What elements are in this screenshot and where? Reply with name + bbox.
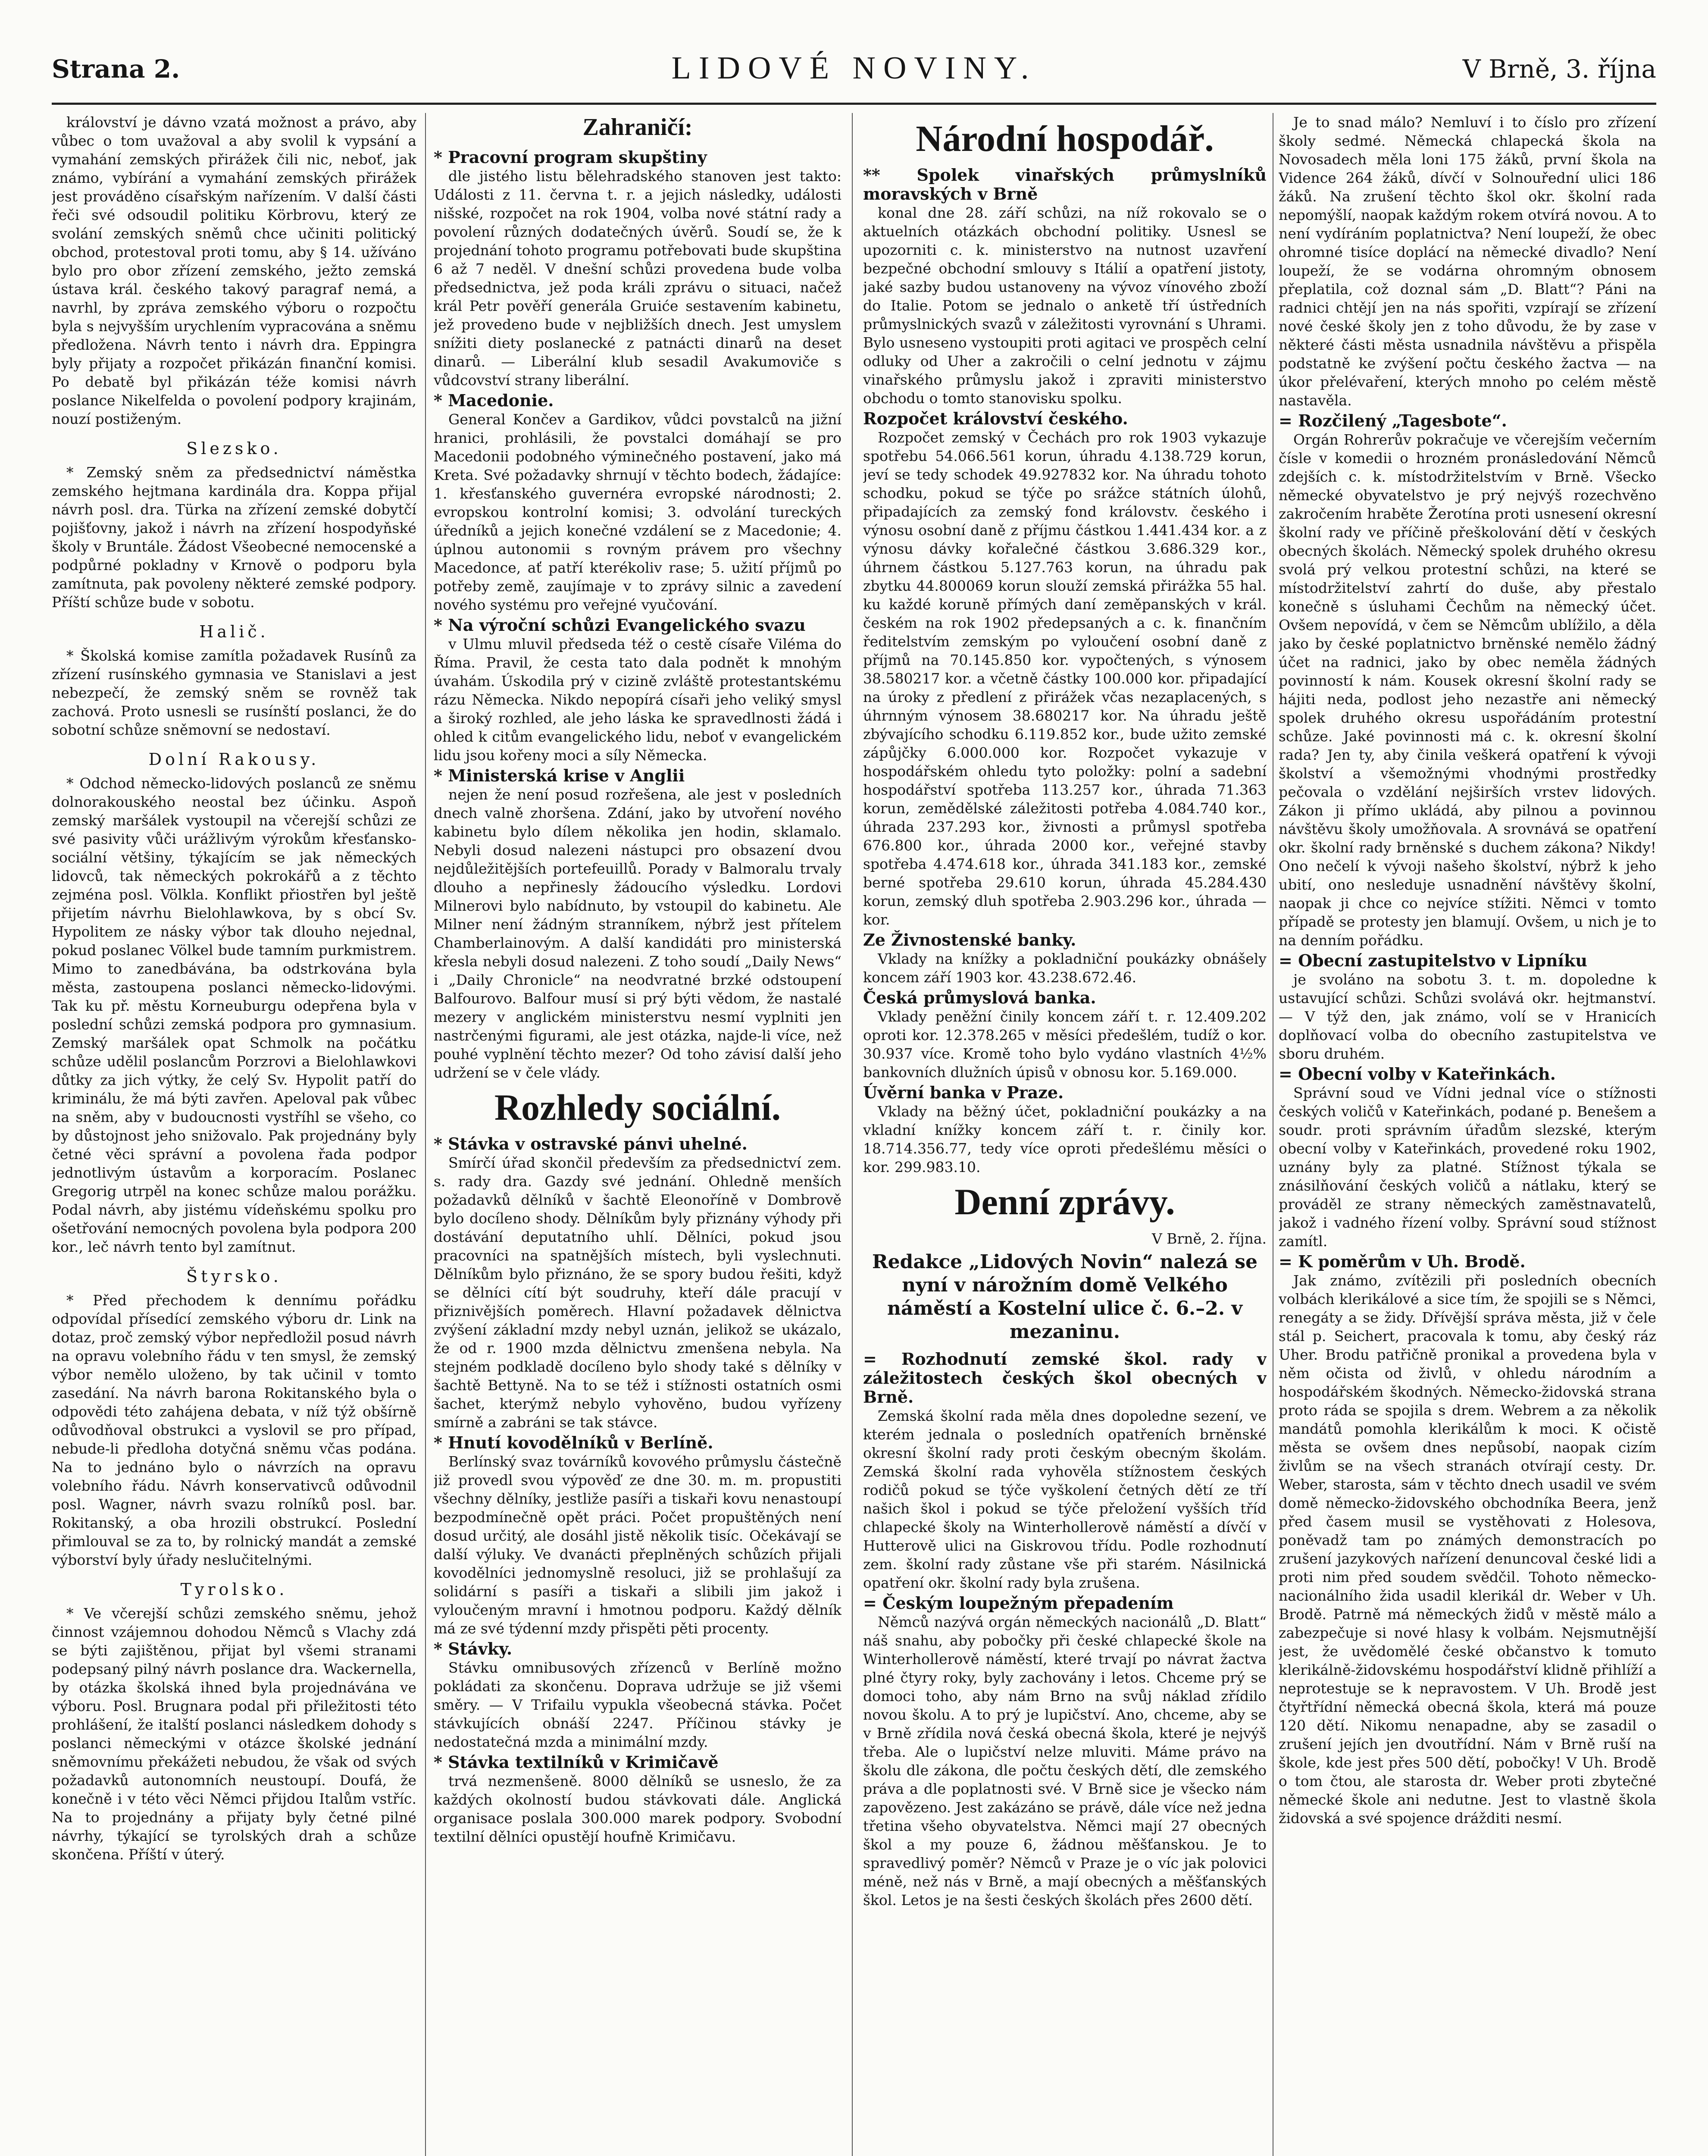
article-headline: Rozpočet království českého. (863, 409, 1128, 429)
article-text: trvá nezmenšeně. 8000 dělníků se usneslo, že za každých okolností budou stávkovati dále. Anglická organisace poslala 300.000 marek podpory. Svobodní textilní dělníci opustějí houfně Krimičavu. (434, 1773, 841, 1846)
article-text: Smírčí úřad skončil především za předsednictví zem. s. rady dra. Gazdy své jednání. Ohledně menších požadavků dělníků v šachtě Eleonoříně v Dombrově bylo docíleno shody. Dělníkům byly přiznány výhody při dostávání deputatního uhlí. Dělníci, pokud jsou pracovníci na spatnějších místech, byli vyslechnuti. Dělníkům bylo přiznáno, že se spory budou řešiti, když se dělníci cítí být soudruhy, kteří dále pracují v přiznivějších poměrech. Hlavní požadavek dělnictva zvýšení základní mzdy nebyl uznán, jelikož se ukázalo, že od r. 1900 mzda dělnictvu zmenšena nebyla. Na stejném podkladě docíleno bylo shody také s dělníky v šachtě Bettyně. Na to se též i stížnosti ostatních osmi šachet, kterýmž nebylo vyhověno, budou vyřízeny smírně a zabráni se tak stávce. (434, 1154, 841, 1431)
article-headline: = K poměrům v Uh. Brodě. (1279, 1252, 1526, 1271)
article-text: General Končev a Gardikov, vůdci povstalců na jižní hranici, prohlásili, že povstalci domáhají se pro Macedonii podobného výminečného postavení, jako má Kreta. Své požadavky shrnují v těchto bodech, žádajíce: 1. křesťanského guvernéra evropské národnosti; 2. evropskou kontrolní komisi; 3. odvolání tureckých úředníků a jejich konečné vzdálení se z Macedonie; 4. úplnou autonomii s rovným právem pro všechny Macedonce, ať patří kterékoliv rase; 5. užití příjmů po potřeby země, zaujímaje v to zprávy silnic a zavedení nového systému pro veřejné vyučování. (434, 411, 841, 613)
section-title: Štyrsko. (186, 1267, 282, 1286)
page-number: Strana 2. (52, 54, 180, 84)
section-title: Slezsko. (186, 439, 282, 458)
article-text: * Odchod německo-lidových poslanců ze sněmu dolnorakouského neostal bez účinku. Aspoň zemský maršálek vystoupil na včerejší schůzi ze své pasivity vůči urážlivým výrokům křesťansko-sociální většiny, týkajícím se jak německých lidovců, tak německých pokrokářů a z těchto zejména posl. Völkla. Konflikt přiostřen byl ještě přijetím návrhu Bielohlawkova, by s obcí Sv. Hypolitem ze násky výbor tak dlouho nejednal, pokud poslanec Völkel bude tamním purkmistrem. Mimo to zanedbávána, ba odstrkována byla města, zastoupena poslanci německo-lidovými. Tak ku př. městu Korneuburgu odepřena byla v poslední schůzi zemská podpora pro gymnasium. Zemský maršálek opat Schmolk na počátku schůze udělil poslancům Porzrovi a Bielohlawkovi důtky za jich výtky, že celý Sv. Hypolit patří do kriminálu, že má býti zavřen. Apeloval pak vůbec na sněm, aby v budoucnosti vystříhl se všeho, co by důstojnost jeho snižovalo. Pak projednány byly četné věci správní a povolena řada podpor jednotlivým ústavům a korporacím. Poslanec Gregorig utrpěl na konec schůze malou porážku. Podal návrh, aby jistému vídeňskému spolku pro ošetřování nemocných povolena byla podpora 200 kor., leč návrh tento byl zamítnut. (52, 775, 416, 1255)
article-headline: * Ministerská krise v Anglii (434, 765, 685, 785)
article-text: Jak známo, zvítězili při posledních obecních volbách klerikálové a sice tím, že spojili se s Němci, renegáty a se židy. Dřívější správa města, již v čele stál p. Seichert, pracovala k tomu, aby český ráz Uher. Brodu patřičně pronikal a provedena byla v něm očista od živlů, v ohledu národním a hospodářském škodných. Německo-židovská strana proto ráda se spojila s drem. Webrem a za několik mandátů pomohla klerikálům k moci. K očistě města se ovšem dnes nepůsobí, naopak cizím živlům se na všech stranách otvírají cesty. Dr. Weber, starosta, sám v těchto dnech usadil ve svém domě německo-židovského obchodníka Beera, jenž před časem musil se vystěhovati z Holesova, poněvadž tam po známých demonstracích po zrušení jazykových nařízení denuncoval české lidi a proti nim před soudem svědčil. Tohoto německo-nacionálního žida usadil klerikál dr. Weber v Uh. Brodě. Patrně má německých židů v městě málo a zabezpečuje si nové hlasy k volbám. Nejsmutnější jest, že uvědomělé české občanstvo k tomuto klerikálně-židovskému hospodářství klidně přihlíží a neprotestuje se k nepravostem. V Uh. Brodě jest čtyřtřídní německá obecná škola, která má pouze 120 dětí. Nikomu nenapadne, aby se zasadil o zrušení jejích jen dvoutřídní. Nám v Brně ruší na škole, kde jest přes 500 dětí, pobočky! V Uh. Brodě o tom čtou, ale starosta dr. Weber proti zbytečné německé škole ani nedutne. Jest to vlastně škola židovská a své spojence drážditi nesmí. (1279, 1272, 1656, 1827)
section-title: Halič. (199, 622, 269, 641)
article-text: * Ve včerejší schůzi zemského sněmu, jehož činnost vzájemnou dohodou Němců s Vlachy zdá se býti zajištěnou, přijat byl všemi stranami podepsaný pilný návrh poslance dra. Wackernella, by otázka školská ihned byla projednávána ve výboru. Posl. Brugnara podal při přiležitosti této prohlášení, že italští poslanci následkem dohody s poslanci německými v otázce školské jednání sněmovnímu překážeti nebudou, že však od svých požadavků autonomních neustoupí. Doufá, že konečně i v této věci Němci přijdou Italům vstříc. Na to projednány a přijaty byly četné pilné návrhy, týkající se tyrolských drah a schůze skončena. Příští v úterý. (52, 1605, 416, 1863)
section-heading: Denní zprávy. (954, 1181, 1175, 1223)
article-text: Vklady peněžní činily koncem září t. r. 12.409.202 oproti kor. 12.378.265 v měsíci předešlém, tudíž o kor. 30.937 více. Kromě toho bylo vydáno vlastních 4½% bankovních dlužních úpisů v obnosu kor. 5.169.000. (863, 1008, 1267, 1081)
article-text: Správní soud ve Vídni jednal více o stížnosti českých voličů v Kateřinkách, podané p. Benešem a soudr. proti správním úřadům slezské, kterým obecní volby v Kateřinkách, provedené roku 1902, uznány byly za platné. Stížnost týkala se znásilňování českých voličů a nátlaku, který se prováděl ze strany německých zaměstnavatelů, jakož i vadného řízení volby. Správní soud stížnost zamítl. (1279, 1084, 1656, 1250)
article-text: Vklady na běžný účet, pokladniční poukázky a na vkladní knížky koncem září t. r. činily kor. 18.714.356.77, tedy více oproti předešlému měsíci o kor. 299.983.10. (863, 1103, 1267, 1176)
article-text: království je dávno vzatá možnost a právo, aby vůbec o tom uvažoval a aby svolil k vypsání a vymahání zemských přirážek čili nic, neboť, jak známo, vybírání a vymahání zemských přirážek jest prováděno císařským nařízením. V další části řeči své odsoudil politiku Körbrovu, který ze svolání zemských sněmů chce učiniti politický obchod, protestoval proti tomu, aby § 14. užíváno bylo pro obor zřízení zemského, ježto zemská ústava král. českého takový paragraf nemá, a navrhl, by zpráva zemského výboru o rozpočtu byla s nejvyšším urychlením vypracována a sněmu předložena. Návrh tento i návrh dra. Eppingra byly přijaty a rozpočet přikázán finanční komisi. Po debatě byl přikázán téže komisi návrh poslance Nikelfelda o povolení podpory krajinám, nouzí postiženým. (52, 114, 416, 427)
column-2 (434, 113, 841, 2156)
article-headline: * Stávky. (434, 1639, 513, 1659)
article-text: Zemská školní rada měla dnes dopoledne sezení, ve kterém jednala o posledních opatřeních brněnské okresní školní rady proti českým obecným školám. Zemská školní rada vyhověla stížnostem českých rodičů pokud se týče vyškolení četných dětí ze tří našich škol i pokud se týče přeložení vyšších tříd chlapecké školy na Winterhollerově náměstí a dívčí v Hutterově ulici na Giskrovou třídu. Podle rozhodnutí zem. školní rady zůstane vše při starém. Násilnická opatření okr. školní rady byla zrušena. (863, 1407, 1267, 1591)
article-headline: Úvěrní banka v Praze. (863, 1083, 1064, 1103)
column-divider (425, 113, 426, 2156)
article-text: Orgán Rohrerův pokračuje ve včerejším večerním čísle v komedii o hrozném pronásledování Němců zdejších c. k. místodržitelstvím v Brně. Všecko německé obyvatelstvo je prý nejvýš rozechvěno zakročením hraběte Žerotína proti usnesení okresní školní rady ve příčině přeškolování dětí v českých obecných školách. Německý spolek druhého okresu svolá prý velkou protestní schůzi, na které se místodržitelství zahrtí do duše, aby přestalo konečně s úsluhami Čechům na německý účet. Ovšem nepovídá, v čem se Němcům ublížilo, a děla jako by české poplatnictvo brněnské nemělo žádný účet na radnici, jako by obec neměla žádných povinností k nám. Kousek okresní školní rady se hájiti neda, podlost jeho nezastře ani německý spolek druhého okresu uspořádáním protestní schůze. Jaké povinnosti má c. k. okresní školní rada? Jen ty, aby činila veškerá opatření k vývoji školství a všemožnými vhodnými prostředky pečovala o vzdělání nejširších vrstev lidových. Zákon ji přímo ukládá, aby pilnou a povinnou návštěvu školy umožňovala. A srovnává se opatření okr. školní rady brněnské s duchem zákona? Nikdy! Ono nečelí k vývoji našeho školství, nýbrž k jeho ubití, ono nesleduje usnadnění návštěvy školní, naopak ji chce co nejvíce stížiti. Němci v tomto případě se protesty jen blamují. Ovšem, u nich je to na denním pořádku. (1279, 431, 1656, 949)
article-text: Berlínský svaz továrníků kovového průmyslu částečně již provedl svou výpověď ze dne 30. m. m. propustiti všechny dělníky, jestliže pasíři a tiskaři kovu nenastoupí bezpodmínečně opět práci. Počet propuštěných není dosud určitý, ale dosáhl jistě několik tisíc. Očekávají se další výluky. Ve dvanácti přeplněných schůzích přijali kovodělníci jednomyslně resoluci, již se prohlašují za solidární s pasíři a tiskaři a slibili jim jakož i vyloučeným mravní i hmotnou podporu. Každý dělník má ze své týdenní mzdy přispěti pěti procenty. (434, 1453, 841, 1637)
article-headline: * Macedonie. (434, 390, 554, 410)
article-headline: ** Spolek vinařských průmyslníků moravských v Brně (863, 165, 1267, 204)
article-text: Je to snad málo? Nemluví i to číslo pro zřízení školy sedmé. Německá chlapecká škola na Novosadech měla loni 175 žáků, první škola na Vidence 264 žáků, dívčí v Solnouřední ulici 186 žáků. Na zrušení těchto škol okr. školní rada nepomýšlí, naopak každým rokem otvírá novou. A to není vydíráním poplatnictva? Není loupeží, že obec ohromné tisíce doplácí na německé divadlo? Není loupeží, že se vodárna ohromným obnosem přeplatila, což doznal sám „D. Blatt“? Páni na radnici chtějí jen na nás spořiti, vzpírají se zřízení nové české školy jen z toho důvodu, že by zase v některé části města usnadnila návštěvu a přispěla podstatně ke zvýšení počtu českého žactva — na úkor přelévaření, kterých mnoho po celém městě nastavěla. (1279, 114, 1656, 409)
article-headline: = Českým loupežným přepadením (863, 1593, 1174, 1613)
article-headline: Ze Živnostenské banky. (863, 930, 1076, 950)
column-3 (863, 113, 1267, 2156)
header-rule (52, 103, 1656, 105)
article-headline: = Rozhodnutí zemské škol. rady v záležitostech českých škol obecných v Brně. (863, 1349, 1267, 1407)
article-text: nejen že není posud rozřešena, ale jest v posledních dnech valně zhoršena. Zdání, jako by utvoření nového kabinetu bylo dílem několika jen hodin, sklamalo. Nebyli dosud nalezeni nástupci pro obsazení dvou nejdůležitějších portefeuillů. Porady v Balmoralu trvaly dlouho a nepřinesly žádoucího výsledku. Lordovi Milnerovi bylo nabídnuto, by vstoupil do kabinetu. Ale Milner není žádným stranníkem, nýbrž jest přítelem Chamberlainovým. A další kandidáti pro ministerská křesla nebyli dosud nalezeni. Z toho soudí „Daily News“ i „Daily Chronicle“ na neodvratné brzké odstoupení Balfourovo. Balfour musí si prý býti vědom, že nastalé mezery v anglickém ministerstvu nesmí vyplniti jen nastrčenými figurami, ale jest otázka, najde-li více, než pouhé vyplnění těchto mezer? Od toho závisí další jeho udržení se v čele vlády. (434, 786, 841, 1081)
dateline: V Brně, 2. října. (1151, 1230, 1267, 1247)
article-text: Vklady na knížky a pokladniční poukázky obnášely koncem září 1903 kor. 43.238.672.46. (863, 950, 1267, 986)
section-title: Dolní Rakousy. (148, 750, 320, 769)
article-text: * Zemský sněm za předsednictví náměstka zemského hejtmana kardinála dra. Koppa přijal návrh posl. dra. Türka na zřízení zemské dobytčí pojišťovny, jakož i návrh na zřízení hospodyňské školy v Bruntále. Žádost Všeobecné nemocenské a podpůrné pokladny v Krnově o podporu byla zamítnuta, pak povoleny některé zemské podpory. Příští schůze bude v sobotu. (52, 464, 416, 611)
article-text: v Ulmu mluvil předseda též o cestě císaře Viléma do Říma. Pravil, že cesta tato dala podnět k mnohým úvahám. Úskodila prý v cizině zvláště protestantskému rázu Německa. Nikdo nepopírá císaři jeho veliký smysl a široký rozhled, ale jeho láska ke spravedlnosti žádá i ohled k citům evangelického lidu, neboť v evangelickém lidu jsou kořeny moci a síly Německa. (434, 635, 841, 764)
article-text: Stávku omnibusových zřízenců v Berlíně možno pokládati za skončenu. Doprava udržuje se již všemi směry. — V Trifailu vypukla všeobecná stávka. Počet stávkujících obnáší 2247. Příčinou stávky je nedostatečná mzda a minimální mzdy. (434, 1659, 841, 1751)
column-4 (1279, 113, 1656, 2156)
section-heading: Národní hospodář. (916, 118, 1214, 159)
article-text: dle jistého listu bělehradského stanoven jest takto: Události z 11. června t. r. a jejich následky, události nišské, rozpočet na rok 1904, volba nové státní rady a povolení různých dodatečných úvěrů. Soudí se, že k projednání tohoto programu potřebovati bude skupština 6 až 7 neděl. V dnešní schůzi provedena bude volba předsednictva, jež poda králi zprávu o situaci, načež král Petr pověří generála Gruiće sestavením kabinetu, jež provedeno bude v nejbližších dnech. Jest umyslem snížiti diety poslanecké z patnácti dinarů na deset dinarů. — Liberální klub sesadil Avakumoviče s vůdcovství strany liberální. (434, 167, 841, 389)
section-heading: Zahraničí: (582, 114, 693, 141)
article-text: * Školská komise zamítla požadavek Rusínů za zřízení rusínského gymnasia ve Stanislavi a jest nebezpečí, že zemský sněm se rovněž tak zachová. Proto usnesli se rusínští poslanci, že do sobotní schůze sněmovní se nedostaví. (52, 647, 416, 738)
article-headline: Česká průmyslová banka. (863, 988, 1096, 1008)
column-1 (52, 113, 416, 2156)
article-headline: * Hnutí kovodělníků v Berlíně. (434, 1433, 713, 1453)
article-headline: * Stávka textilníků v Krimičavě (434, 1752, 719, 1772)
article-headline: * Na výroční schůzi Evangelického svazu (434, 615, 806, 635)
article-headline: = Obecní volby v Kateřinkách. (1279, 1064, 1556, 1084)
section-heading: Rozhledy sociální. (494, 1086, 781, 1128)
article-headline: = Rozčilený „Tagesbote“. (1279, 411, 1507, 430)
article-text: * Před přechodem k dennímu pořádku odpovídal přísedící zemského výboru dr. Link na dotaz, proč zemský výbor nepředložil posud návrh na opravu volebního řádu v ten smysl, že zemský výbor nemělo uloženo, by tak učinil v tomto zasedání. Na návrh barona Rokitanského byla o odpovědi této zahájena debata, v níž týž obšírně odůvodňoval obstrukci a vyslovil se pro případ, nebude-li předloha dotyčná sněmu včas podána. Na to jednáno bylo o návrzích na opravu volebního řádu. Návrh konservativců odůvodnil posl. Wagner, návrh svazu rolníků posl. bar. Rokitanský, a oba hrozili obstrukcí. Poslední přimlouval se za to, by rolnický mandát a zemské výborství byly úřady neslučitelnými. (52, 1292, 416, 1568)
article-text: Němců nazývá orgán německých nacionálů „D. Blatt“ náš snahu, aby pobočky při české chlapecké škole na Winterhollerově náměstí, které trvají po návrat žactva plné čtyry roky, byly zachovány i letos. Chceme prý se domoci toho, aby nám Brno na svůj náklad zřídilo novou školu. A to prý je lupičství. Ano, chceme, aby se v Brně zřídila nová česká obecná škola, které je nejvýš třeba. Ale o lupičství nelze mluviti. Máme právo na školu dle zákona, dle počtu českých dětí, dle zemského práva a dle poplatnosti své. V Brně sice je všecko nám zapovězeno. Jest zakázáno se právě, dále více než jedna třetina všeho obyvatelstva. Němci mají 27 obecných škol a my pouze 6, žádnou měšťanskou. Je to spravedlivý poměr? Němců v Praze je o víc jak polovici méně, než nás v Brně, a mají obecných a měšťanských škol. Letos je na šesti českých školách přes 2600 dětí. (863, 1613, 1267, 1908)
article-text: je svoláno na sobotu 3. t. m. dopoledne k ustavující schůzi. Schůzi svolává okr. hejtmanství. — V týž den, jak známo, volí se v Hranicích doplňovací volba do obecního zastupitelstva ve sboru druhém. (1279, 971, 1656, 1062)
article-headline: * Stávka v ostravské pánvi uhelné. (434, 1134, 748, 1154)
column-divider (852, 113, 853, 2156)
article-headline: * Pracovní program skupštiny (434, 147, 707, 167)
page-header (52, 47, 1656, 99)
article-text: konal dne 28. září schůzi, na níž rokovalo se o aktuelních otázkách obchodní politiky. Usnesl se upozorniti c. k. ministerstvo na nutnost uzavření bezpečné obchodní smlouvy s Itálií a opatření jistoty, jaké sazby budou ustanoveny na vývoz vínového zboží do Italie. Potom se jednalo o anketě tří ústředních průmyslnických svazů v záležitosti vyrovnání s Uhrami. Bylo usneseno vystoupiti proti agitaci ve prospěch celní odluky od Uher a zakročili o celní jednotu v zájmu vinařského průmyslu jakož i zpraviti ministerstvo obchodu o tomto stanovisku spolku. (863, 204, 1267, 407)
newspaper-title: LIDOVÉ NOVINY. (671, 50, 1037, 86)
article-text: Rozpočet zemský v Čechách pro rok 1903 vykazuje spotřebu 54.066.561 korun, úhradu 4.138.729 korun, jeví se tedy schodek 49.927832 kor. Na úhradu tohoto schodku, pokud se týče po srážce státních úlohů, připadajících za zemský fond královstv. českého i výnosu osobní daně z příjmu částkou 1.441.434 kor. a z výnosu dávky kořalečné částkou 3.686.329 kor., úhrnem částkou 5.127.763 korun, na úhradu pak zbytku 44.800069 korun slouží zemská přirážka 55 hal. ku každé koruně přímých daní zeměpanských v král. českém na rok 1902 předepsaných a c. k. finančním ředitelstvím zemským po vyloučení osobní daně z příjmů na 70.145.850 kor. vypočtených, s výnosem 38.580217 kor. a včetně částky 100.000 kor. připadající na úroky z předlení z přirážek včas nezaplacených, s úhrnným výnosem 38.680217 kor. Na úhradu ještě zbývajícího schodku 6.119.852 kor., bude užito zemské zápůjčky 6.000.000 kor. Rozpočet vykazuje v hospodářském ohledu tyto položky: polní a sadební hospodářství spotřeba 113.257 kor., úhrada 71.363 korun, zemědělské záležitosti potřeba 4.084.740 kor., úhrada 237.293 kor., živnosti a průmysl spotřeba 676.800 kor., úhrada 2000 kor., veřejné stavby spotřeba 4.474.618 kor., úhrada 341.183 kor., zemské berné spotřeba 29.610 korun, úhrada 45.284.430 korun, zemský dluh spotřeba 2.903.296 kor., úhrada — kor. (863, 429, 1267, 928)
editorial-notice: Redakce „Lidových Novin“ nalezá se nyní v nárožním domě Velkého náměstí a Kostelní ulice č. 6.–2. v mezaninu. (872, 1250, 1258, 1343)
place-date: V Brně, 3. října (1462, 54, 1656, 84)
section-title: Tyrolsko. (180, 1580, 288, 1599)
article-headline: = Obecní zastupitelstvo v Lipníku (1279, 951, 1587, 970)
